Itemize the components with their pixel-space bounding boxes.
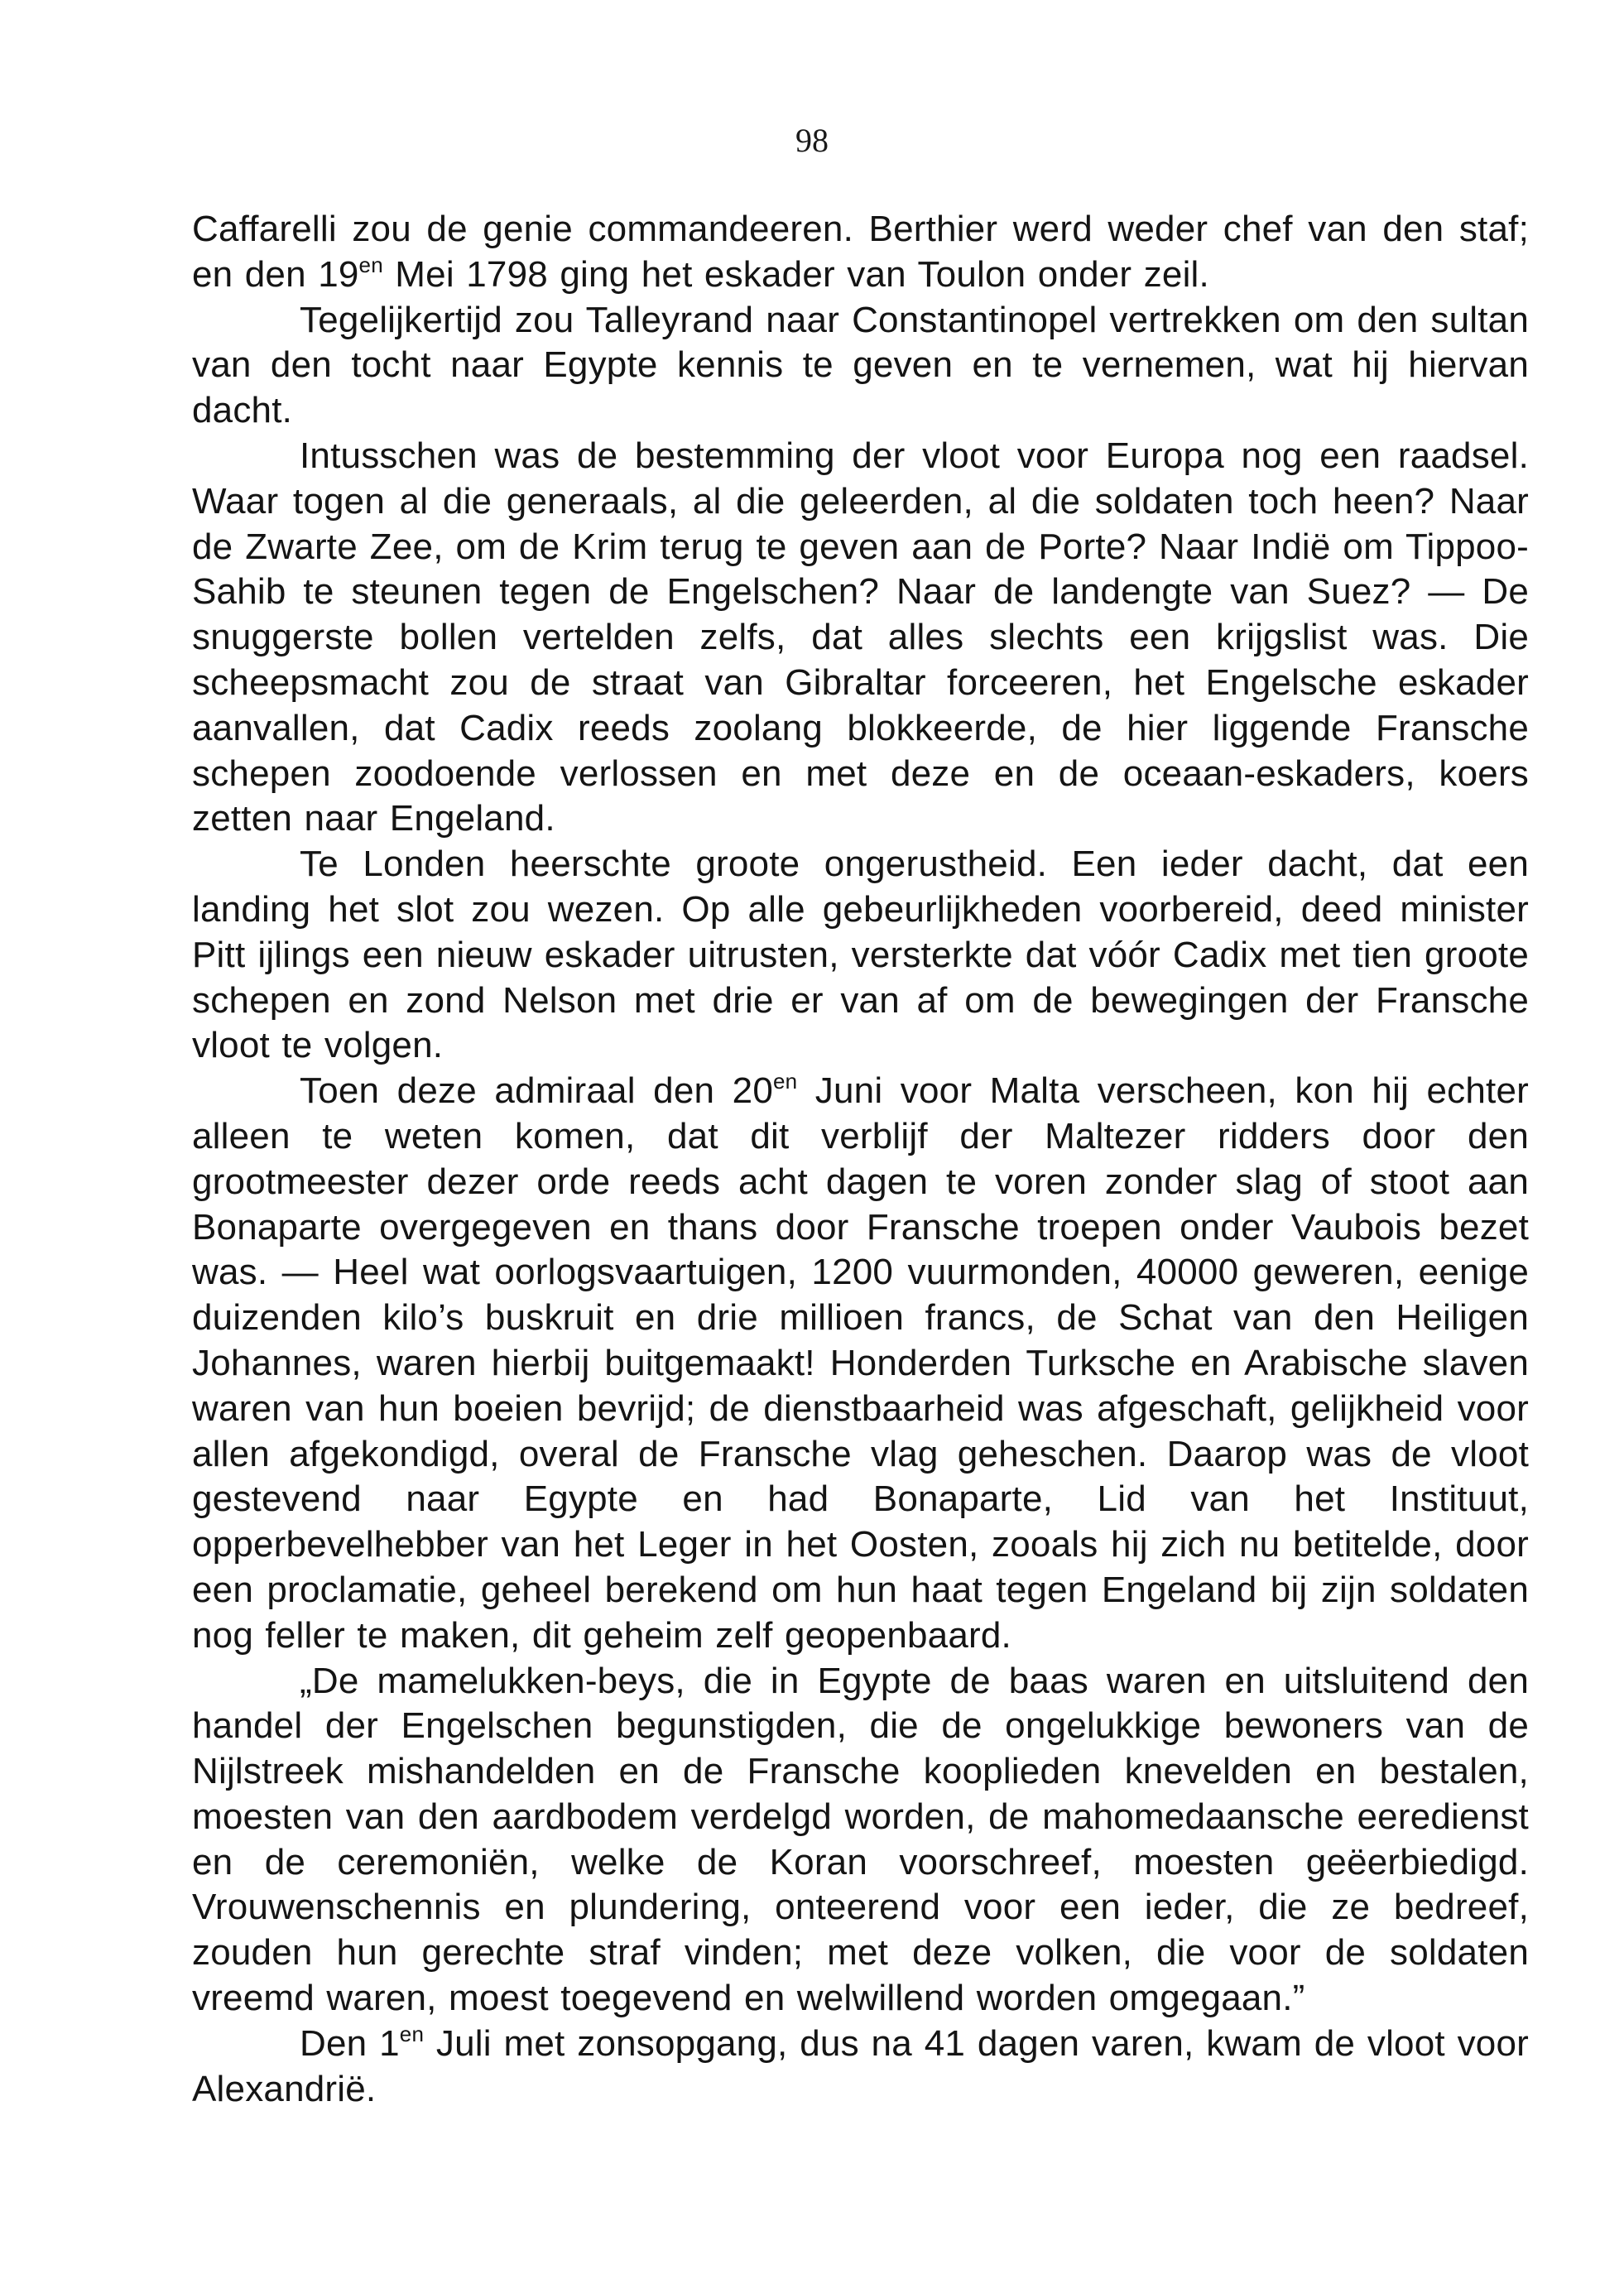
text-run: Caffarelli zou de genie commandeeren. Berthier werd weder chef van den staf; en den 19 — [192, 209, 1529, 295]
text-run: Juli met zonsopgang, dus na 41 dagen varen, kwam de vloot voor Alexandrië. — [192, 2022, 1529, 2109]
paragraph — [192, 298, 1529, 434]
text-run: Juni voor Malta verscheen, kon hij echter alleen te weten komen, dat dit verblijf der Maltezer ridders door den grootmeester dezer orde reeds acht dagen te voren zonder slag of stoot aan Bonaparte overgegeven en thans door Fransche troepen onder Vaubois bezet was. — Heel wat oorlogsvaartuigen, 1200 vuurmonden, 40000 geweren, eenige duizenden kilo’s buskruit en drie millioen francs, de Schat van den Heiligen Johannes, waren hierbij buitgemaakt! Honderden Turksche en Arabische slaven waren van hun boeien bevrijd; de dienstbaarheid was afgeschaft, gelijkheid voor allen afgekondigd, overal de Fransche vlag geheschen. Daarop was de vloot gestevend naar Egypte en had Bonaparte, Lid van het Instituut, opperbevelhebber van het Leger in het Oosten, zooals hij zich nu betitelde, door een proclamatie, geheel berekend om hun haat tegen Engeland bij zijn soldaten nog feller te maken, dit geheim zelf geopenbaard. — [192, 1070, 1529, 1656]
paragraph — [192, 1069, 1529, 1658]
body-text — [192, 207, 1529, 2112]
superscript: en — [399, 2021, 425, 2046]
text-run: „De mamelukken-beys, die in Egypte de baas waren en uitsluitend den handel der Engelschen begunstigden, die de ongelukkige bewoners van de Nijlstreek mishandelden en de Fransche kooplieden knevelden en bestalen, moesten van den aardbodem verdelgd worden, de mahomedaansche eeredienst en de ceremoniën, welke de Koran voorschreef, moesten geëerbiedigd. Vrouwenschennis en plundering, onteerend voor een ieder, die ze bedreef, zouden hun gerechte straf vinden; met deze volken, die voor de soldaten vreemd waren, moest toegevend en welwillend worden omgegaan.” — [192, 1660, 1529, 2019]
superscript: en — [773, 1069, 798, 1094]
paragraph — [192, 434, 1529, 842]
text-run: Den 1 — [300, 2022, 400, 2064]
text-run: Mei 1798 ging het eskader van Toulon onder zeil. — [382, 253, 1209, 295]
page-number: 98 — [795, 122, 829, 159]
paragraph — [192, 207, 1529, 298]
text-run: Tegelijkertijd zou Talleyrand naar Constantinopel vertrekken om den sultan van den tocht naar Egypte kennis te geven en te vernemen, wat hij hiervan dacht. — [192, 299, 1529, 431]
paragraph — [192, 1659, 1529, 2022]
text-run: Toen deze admiraal den 20 — [300, 1070, 773, 1112]
paragraph — [192, 2022, 1529, 2113]
text-run: Te Londen heerschte groote ongerustheid. Een ieder dacht, dat een landing het slot zou wezen. Op alle gebeurlijkheden voorbereid, deed minister Pitt ijlings een nieuw eskader uitrusten, versterkte dat vóór Cadix met tien groote schepen en zond Nelson met drie er van af om de bewegingen der Fransche vloot te volgen. — [192, 844, 1529, 1066]
superscript: en — [358, 252, 383, 277]
text-run: Intusschen was de bestemming der vloot voor Europa nog een raadsel. Waar togen al die generaals, al die geleerden, al die soldaten toch heen? Naar de Zwarte Zee, om de Krim terug te geven aan de Porte? Naar Indië om Tippoo-Sahib te steunen tegen de Engelschen? Naar de landengte van Suez? — De snuggerste bollen vertelden zelfs, dat alles slechts een krijgslist was. Die scheepsmacht zou de straat van Gibraltar forceeren, het Engelsche eskader aanvallen, dat Cadix reeds zoolang blokkeerde, de hier liggende Fransche schepen zoodoende verlossen en met deze en de oceaan-eskaders, koers zetten naar Engeland. — [192, 435, 1529, 839]
paragraph — [192, 842, 1529, 1069]
